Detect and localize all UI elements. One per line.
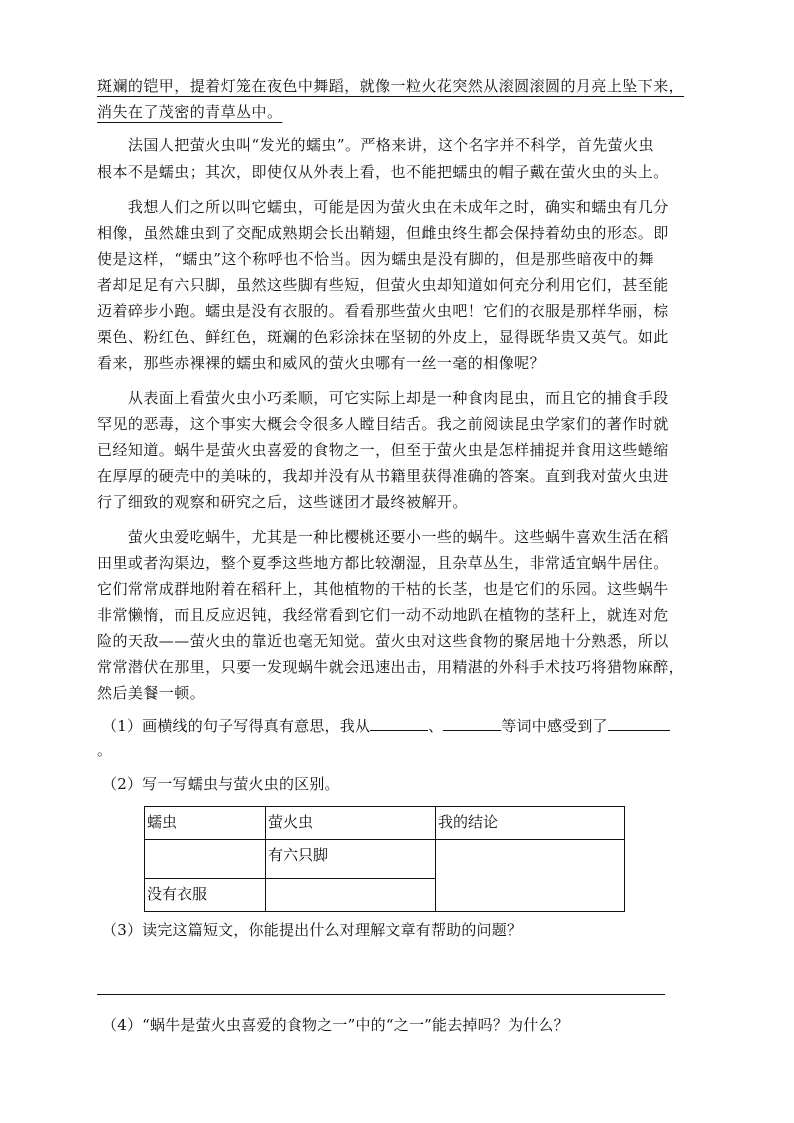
question-1-text-b: 等词中感受到了 <box>501 717 608 735</box>
passage-line: 相像，虽然雄虫到了交配成熟期会长出鞘翅，但雌虫终生都会保持着幼虫的形态。即 <box>97 224 669 242</box>
underlined-sentence-line-1: 斑斓的铠甲，提着灯笼在夜色中舞蹈，就像一粒火花突然从滚圆滚圆的月亮上坠下来， <box>97 77 685 95</box>
passage-line: 常常潜伏在那里，只要一发现蜗牛就会迅速出击，用精湛的外科手术技巧将猎物麻醉， <box>97 658 685 676</box>
passage-line: 它们常常成群地附着在稻秆上，其他植物的干枯的长茎，也是它们的乐园。这些蜗牛 <box>97 580 669 598</box>
underlined-sentence-line-2: 消失在了茂密的青草丛中。 <box>97 103 283 121</box>
question-1-tail: 。 <box>97 741 113 759</box>
question-4: （4）“蜗牛是萤火虫喜爱的食物之一”中的“之一”能去掉吗？为什么？ <box>102 1016 569 1034</box>
comparison-table <box>144 806 625 912</box>
passage-line: 萤火虫爱吃蜗牛，尤其是一种比樱桃还要小一些的蜗牛。这些蜗牛喜欢生活在稻 <box>97 528 669 546</box>
question-2: （2）写一写蠕虫与萤火虫的区别。 <box>102 775 340 793</box>
passage-line: 根本不是蠕虫；其次，即使仅从外表上看，也不能把蠕虫的帽子戴在萤火虫的头上。 <box>97 163 669 181</box>
table-row <box>145 840 625 879</box>
question-3: （3）读完这篇短文，你能提出什么对理解文章有帮助的问题？ <box>102 921 523 939</box>
answer-blank-2[interactable] <box>443 716 501 731</box>
answer-blank-3[interactable] <box>608 716 670 731</box>
passage-line: 栗色、粉红色、鲜红色，斑斓的色彩涂抹在坚韧的外皮上，显得既华贵又英气。如此 <box>97 328 669 346</box>
passage-line: 然后美餐一顿。 <box>97 684 206 702</box>
table-cell-no-clothes: 没有衣服 <box>145 879 266 912</box>
question-1 <box>102 716 670 736</box>
passage-line: 行了细致的观察和研究之后，这些谜团才最终被解开。 <box>97 493 468 511</box>
passage-line: 田里或者沟渠边，整个夏季这些地方都比较潮湿，且杂草丛生，非常适宜蜗牛居住。 <box>97 554 669 572</box>
table-cell-six-legs: 有六只脚 <box>266 840 436 879</box>
passage-line: 从表面上看萤火虫小巧柔顺，可它实际上却是一种食肉昆虫，而且它的捕食手段 <box>97 389 669 407</box>
question-1-text-a: （1）画横线的句子写得真有意思，我从 <box>102 717 371 735</box>
answer-line-3[interactable] <box>97 994 665 995</box>
table-header-row <box>145 807 625 840</box>
passage-line: 已经知道。蜗牛是萤火虫喜爱的食物之一，但至于萤火虫是怎样捕捉并食用这些蜷缩 <box>97 441 669 459</box>
answer-blank-1[interactable] <box>370 716 428 731</box>
passage-line: 罕见的恶毒，这个事实大概会令很多人瞠目结舌。我之前阅读昆虫学家们的著作时就 <box>97 415 669 433</box>
passage-line: 者却足足有六只脚，虽然这些脚有些短，但萤火虫却知道如何充分利用它们，甚至能 <box>97 276 669 294</box>
passage-line: 险的天敌——萤火虫的靠近也毫无知觉。萤火虫对这些食物的聚居地十分熟悉，所以 <box>97 632 669 650</box>
table-header-conclusion: 我的结论 <box>436 807 625 840</box>
question-1-separator: 、 <box>428 717 444 735</box>
passage-line: 非常懒惰，而且反应迟钝，我经常看到它们一动不动地趴在植物的茎秆上，就连对危 <box>97 606 669 624</box>
passage-line: 迈着碎步小跑。蠕虫是没有衣服的。看看那些萤火虫吧！它们的衣服是那样华丽，棕 <box>97 302 669 320</box>
table-cell-conclusion-blank[interactable] <box>436 840 625 912</box>
table-cell-blank[interactable] <box>266 879 436 912</box>
passage-line: 使是这样，“蠕虫”这个称呼也不恰当。因为蠕虫是没有脚的，但是那些暗夜中的舞 <box>97 250 654 268</box>
table-header-firefly: 萤火虫 <box>266 807 436 840</box>
table-cell-blank[interactable] <box>145 840 266 879</box>
passage-line: 看来，那些赤裸裸的蠕虫和威风的萤火虫哪有一丝一毫的相像呢？ <box>97 354 546 372</box>
passage-line: 我想人们之所以叫它蠕虫，可能是因为萤火虫在未成年之时，确实和蠕虫有几分 <box>97 198 669 216</box>
passage-line: 在厚厚的硬壳中的美味的，我却并没有从书籍里获得准确的答案。直到我对萤火虫进 <box>97 467 669 485</box>
passage-line: 法国人把萤火虫叫“发光的蠕虫”。严格来讲，这个名字并不科学，首先萤火虫 <box>97 136 654 154</box>
table-header-worm: 蠕虫 <box>145 807 266 840</box>
